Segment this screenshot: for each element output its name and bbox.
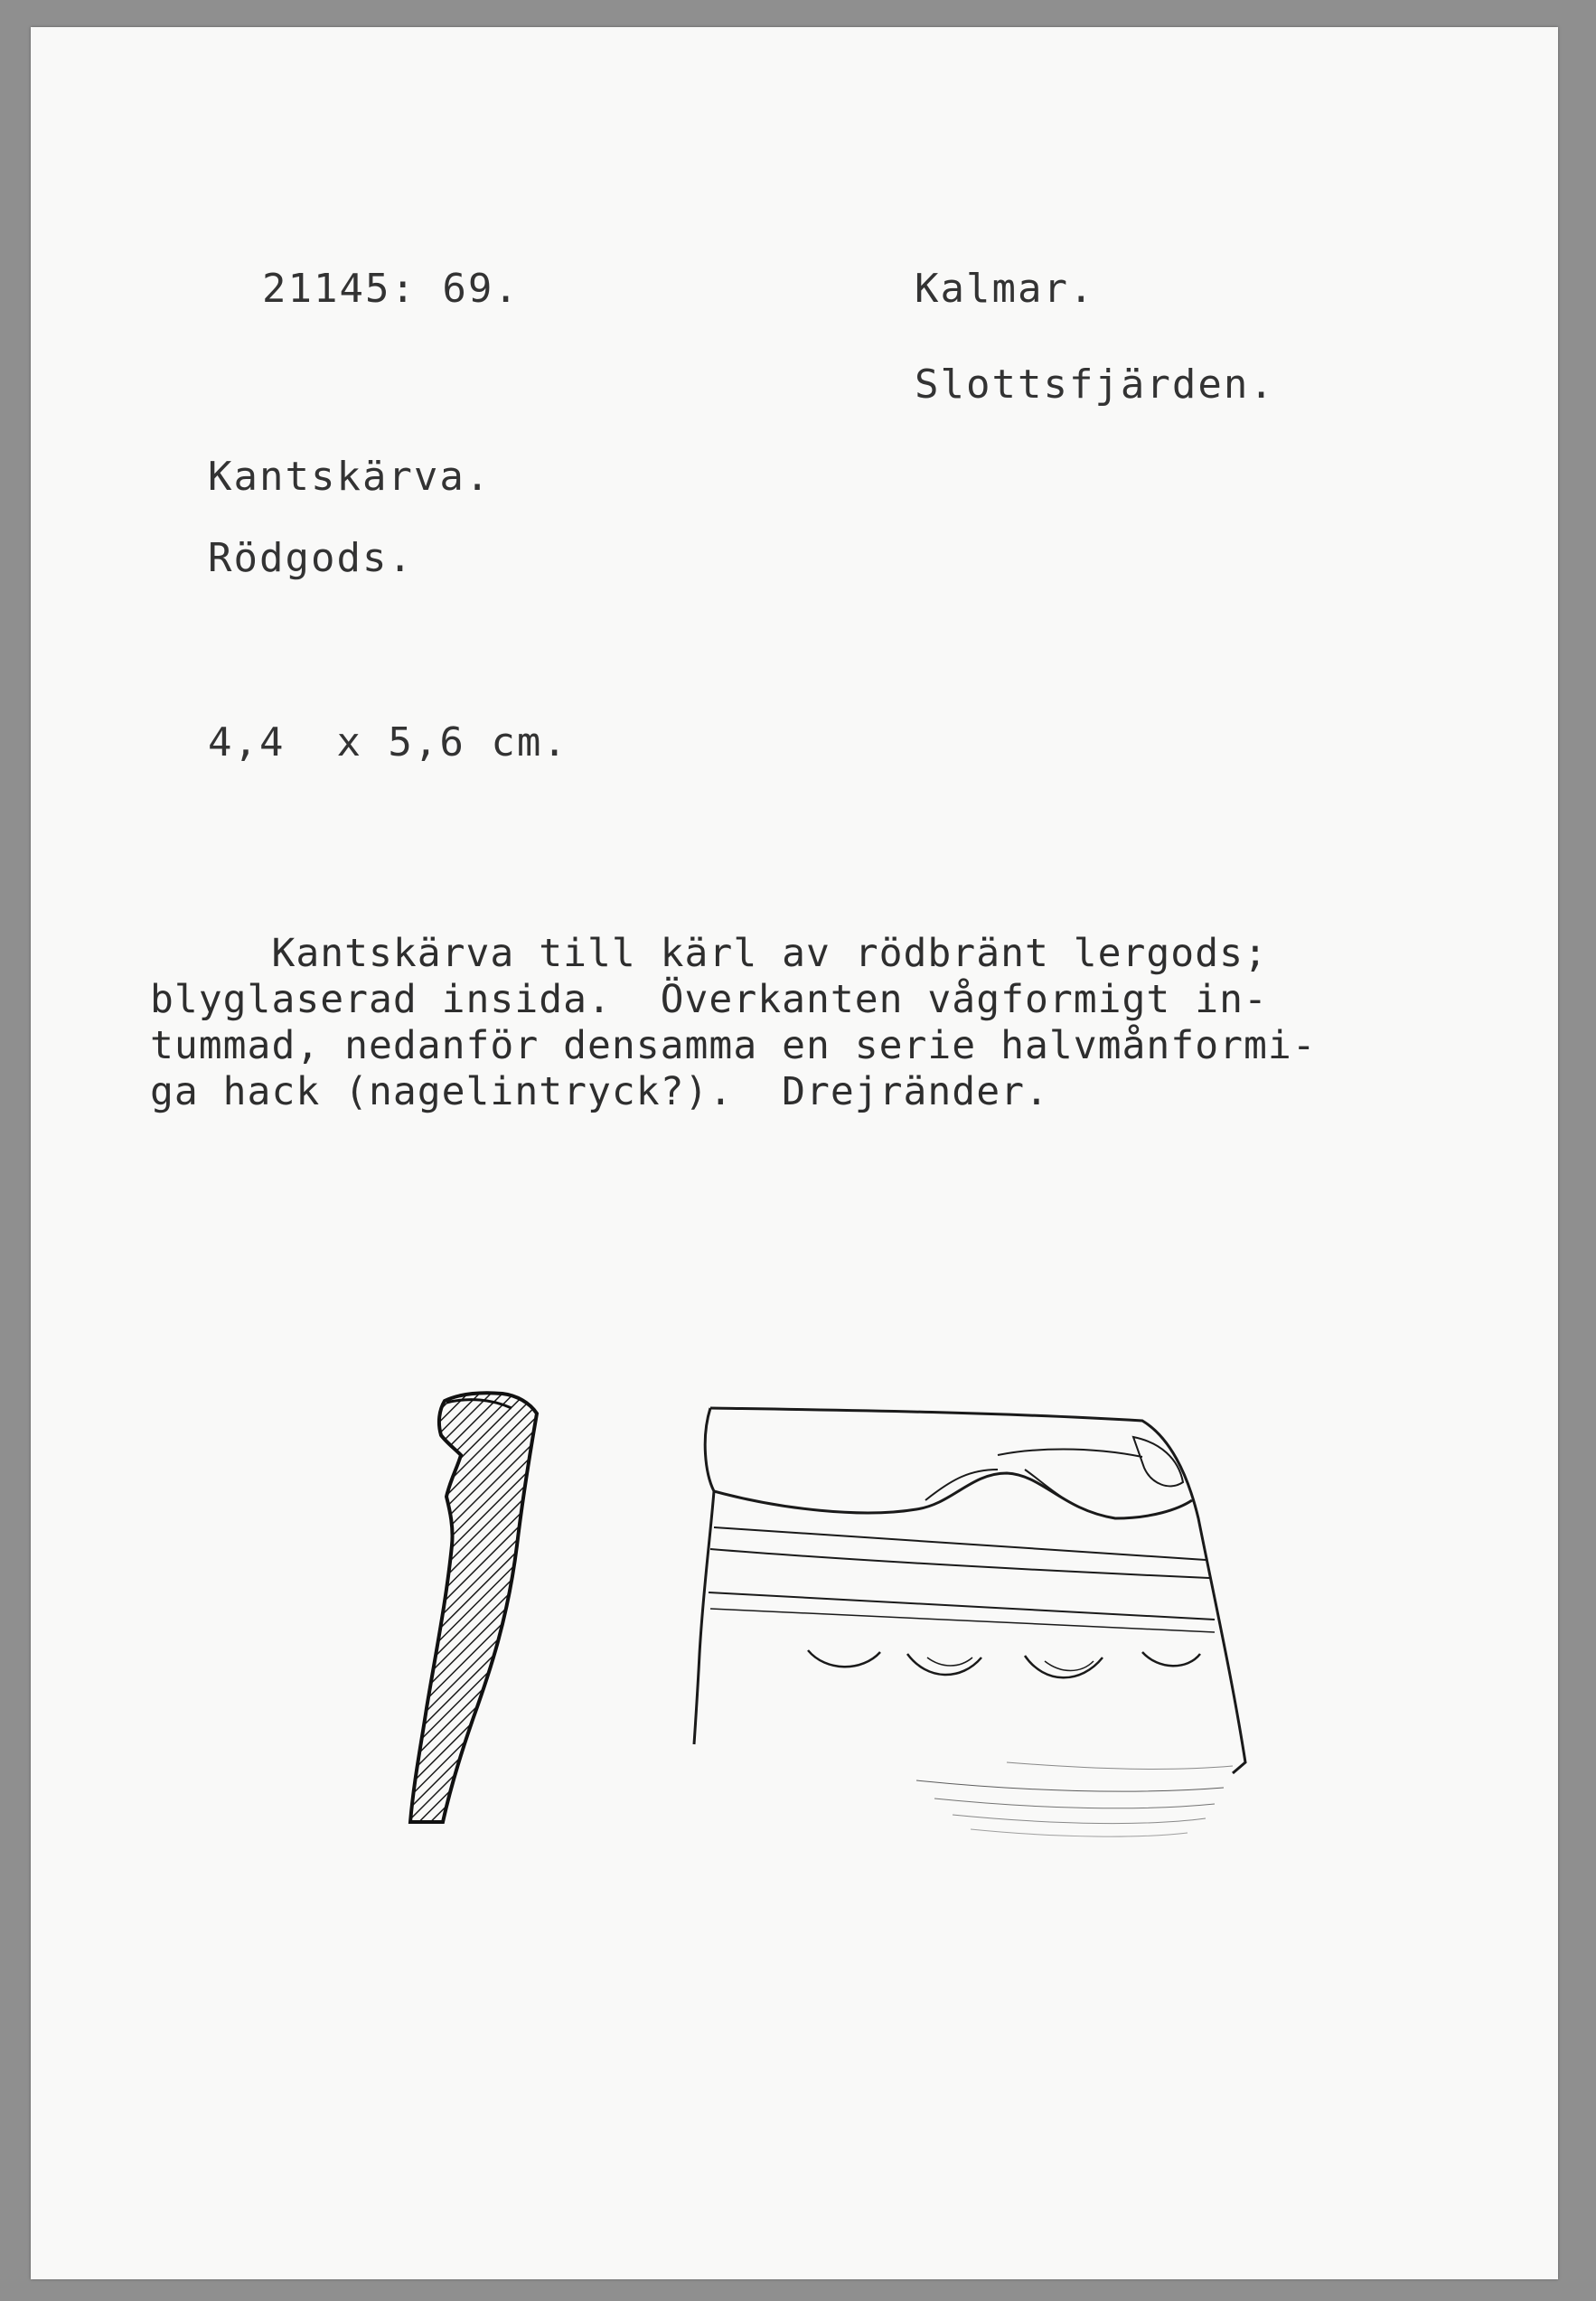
description-line: Kantskärva till kärl av rödbränt lergods; <box>150 931 1268 976</box>
place-name: Kalmar. <box>915 266 1095 312</box>
dimensions: 4,4 x 5,6 cm. <box>208 719 568 765</box>
description <box>150 931 1506 1115</box>
description-line: tummad, nedanför densamma en serie halvmånformi- <box>150 1023 1317 1068</box>
catalog-card <box>31 27 1558 2279</box>
profile-section-drawing <box>410 1393 537 1822</box>
description-line: ga hack (nagelintryck?). Drejränder. <box>150 1069 1049 1114</box>
object-type: Kantskärva. <box>208 454 492 500</box>
catalog-number: 21145: 69. <box>262 266 520 312</box>
sherd-exterior-drawing <box>694 1408 1245 1836</box>
site-name: Slottsfjärden. <box>915 362 1275 408</box>
description-line: blyglaserad insida. Överkanten vågformigt in- <box>150 977 1268 1022</box>
material: Rödgods. <box>208 535 414 581</box>
sherd-drawing <box>374 1383 1350 1853</box>
